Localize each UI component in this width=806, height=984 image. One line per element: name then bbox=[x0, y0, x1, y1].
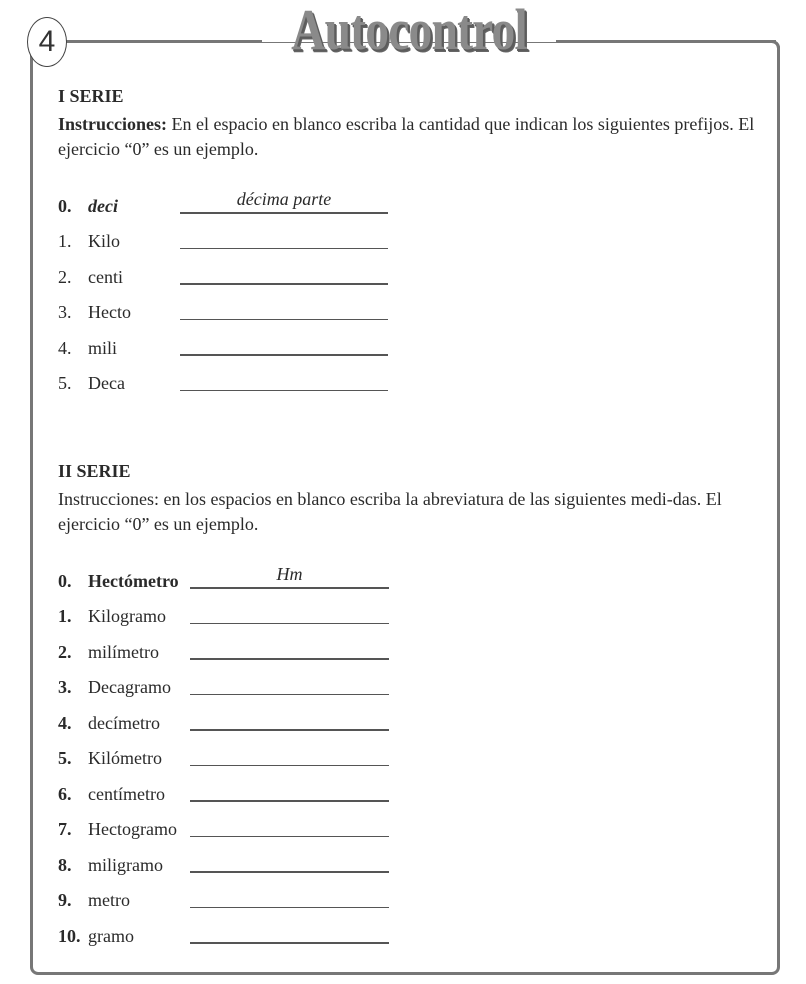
answer-blank-line[interactable] bbox=[190, 942, 389, 944]
item-label: Hectogramo bbox=[88, 819, 177, 839]
measure-item bbox=[58, 735, 768, 771]
answer-blank-line[interactable] bbox=[190, 587, 389, 589]
item-number: 6. bbox=[58, 783, 72, 804]
prefix-item bbox=[58, 253, 768, 289]
item-label: mili bbox=[88, 337, 118, 358]
prefix-item bbox=[58, 182, 768, 218]
item-number: 1. bbox=[58, 606, 72, 626]
item-number: 0. bbox=[58, 195, 72, 216]
answer-blank-line[interactable] bbox=[190, 729, 389, 731]
answer-blank-line[interactable] bbox=[180, 212, 388, 214]
answer-blank-line[interactable] bbox=[180, 390, 388, 392]
item-number: 2. bbox=[58, 266, 72, 287]
measure-item bbox=[58, 770, 768, 806]
measure-item bbox=[58, 699, 768, 735]
prefix-item bbox=[58, 324, 768, 360]
item-label: gramo bbox=[88, 925, 134, 946]
item-label: miligramo bbox=[88, 854, 163, 875]
item-number: 0. bbox=[58, 570, 72, 591]
item-number: 1. bbox=[58, 231, 72, 251]
prefix-item bbox=[58, 218, 768, 254]
unit-number-badge: 4 bbox=[27, 17, 67, 67]
prefix-item bbox=[58, 360, 768, 396]
series-2-list bbox=[58, 557, 768, 948]
item-number: 3. bbox=[58, 677, 72, 697]
page-title: Autocontrol bbox=[291, 0, 527, 62]
series-2-title: II SERIE bbox=[58, 461, 131, 481]
item-number: 10. bbox=[58, 925, 81, 946]
measure-item bbox=[58, 912, 768, 948]
answer-blank-line[interactable] bbox=[180, 319, 388, 321]
series-1 bbox=[58, 84, 768, 395]
answer-blank-line[interactable] bbox=[190, 800, 389, 802]
item-label: Kilogramo bbox=[88, 606, 166, 626]
measure-item bbox=[58, 664, 768, 700]
item-number: 8. bbox=[58, 854, 72, 875]
answer-blank-line[interactable] bbox=[180, 354, 388, 356]
answer-blank-line[interactable] bbox=[190, 623, 389, 625]
item-number: 5. bbox=[58, 373, 72, 393]
item-label: deci bbox=[88, 195, 118, 216]
instructions-label: Instrucciones: bbox=[58, 114, 167, 134]
frame-left-edge bbox=[30, 58, 33, 78]
item-label: centímetro bbox=[88, 783, 165, 804]
measure-item bbox=[58, 628, 768, 664]
series-1-title: I SERIE bbox=[58, 86, 124, 106]
item-label: Hecto bbox=[88, 302, 131, 322]
item-number: 3. bbox=[58, 302, 72, 322]
item-label: milímetro bbox=[88, 641, 159, 662]
answer-blank-line[interactable] bbox=[190, 658, 389, 660]
item-label: Kilo bbox=[88, 231, 121, 251]
prefix-item bbox=[58, 289, 768, 325]
item-number: 2. bbox=[58, 641, 72, 662]
series-2-instructions: Instrucciones: en los espacios en blanco escriba la abreviatura de las siguientes medi-das. El ejercicio “0” es un ejemplo. bbox=[58, 489, 722, 534]
answer-blank-line[interactable] bbox=[190, 871, 389, 873]
item-number: 9. bbox=[58, 890, 72, 910]
item-number: 5. bbox=[58, 748, 72, 768]
answer-blank-line[interactable] bbox=[190, 765, 389, 767]
example-answer: Hm bbox=[276, 563, 303, 584]
answer-blank-line[interactable] bbox=[190, 836, 389, 838]
answer-blank-line[interactable] bbox=[190, 907, 389, 909]
series-2 bbox=[58, 459, 768, 948]
answer-blank-line[interactable] bbox=[180, 283, 388, 285]
worksheet-content bbox=[58, 84, 768, 948]
answer-blank-line[interactable] bbox=[180, 248, 388, 250]
series-1-list bbox=[58, 182, 768, 395]
item-label: Decagramo bbox=[88, 677, 171, 697]
item-label: decímetro bbox=[88, 712, 160, 733]
item-number: 7. bbox=[58, 819, 72, 839]
item-label: Hectómetro bbox=[88, 570, 179, 591]
series-1-instructions bbox=[58, 112, 768, 162]
item-label: metro bbox=[88, 890, 130, 910]
item-label: Deca bbox=[88, 373, 125, 393]
answer-blank-line[interactable] bbox=[190, 694, 389, 696]
measure-item bbox=[58, 593, 768, 629]
header-rule-right bbox=[556, 40, 776, 43]
measure-item bbox=[58, 557, 768, 593]
item-number: 4. bbox=[58, 712, 72, 733]
item-number: 4. bbox=[58, 337, 72, 358]
measure-item bbox=[58, 806, 768, 842]
example-answer: décima parte bbox=[236, 188, 332, 209]
instructions-text: En el espacio en blanco escriba la cantidad que indican los siguientes prefijos. El ejercicio “0” es un ejemplo. bbox=[58, 114, 755, 159]
measure-item bbox=[58, 877, 768, 913]
item-label: Kilómetro bbox=[88, 748, 162, 768]
item-label: centi bbox=[88, 266, 123, 287]
measure-item bbox=[58, 841, 768, 877]
header-rule-left bbox=[62, 40, 262, 43]
